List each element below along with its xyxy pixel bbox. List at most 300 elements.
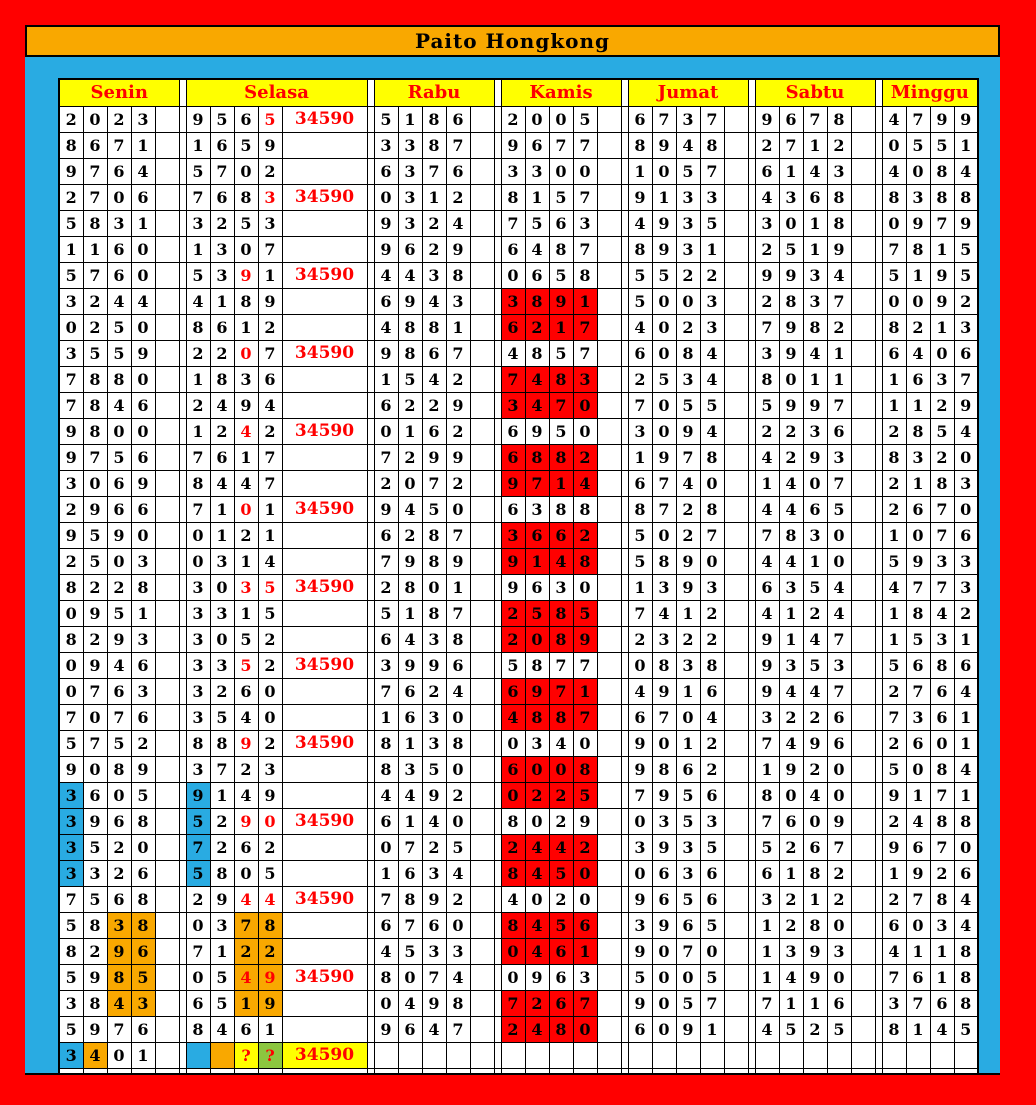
minggu-digit-cell: 6 <box>906 965 930 991</box>
spacer-cell <box>851 575 875 601</box>
jumat-digit-cell: 7 <box>652 497 676 523</box>
spacer-cell <box>597 1069 621 1076</box>
rabu-digit-cell: 7 <box>422 965 446 991</box>
rabu-digit-cell: 4 <box>422 809 446 835</box>
spacer-cell <box>851 965 875 991</box>
selasa-digit-cell: 7 <box>234 913 258 939</box>
rabu-digit-cell: 6 <box>398 705 422 731</box>
rabu-digit-cell: 8 <box>398 341 422 367</box>
kamis-digit-cell: 2 <box>549 783 573 809</box>
kamis-digit-cell: 7 <box>573 653 597 679</box>
jumat-digit-cell: 9 <box>628 731 652 757</box>
senin-digit-cell: 8 <box>107 757 131 783</box>
selasa-digit-cell: 7 <box>258 237 282 263</box>
jumat-digit-cell: 9 <box>676 1017 700 1043</box>
spacer-cell <box>470 471 494 497</box>
senin-digit-cell: 4 <box>83 1043 107 1069</box>
spacer-cell <box>470 445 494 471</box>
minggu-digit-cell: 8 <box>930 887 954 913</box>
gap-cell <box>748 159 755 185</box>
rabu-digit-cell: 7 <box>374 679 398 705</box>
jumat-digit-cell: 8 <box>700 133 724 159</box>
senin-digit-cell: 7 <box>59 367 83 393</box>
minggu-digit-cell: 4 <box>954 159 978 185</box>
minggu-digit-cell: 2 <box>882 419 906 445</box>
selasa-marker-cell: 34590 <box>282 1043 367 1069</box>
rabu-digit-cell: 9 <box>422 887 446 913</box>
minggu-digit-cell: 9 <box>930 289 954 315</box>
sabtu-digit-cell: 7 <box>803 107 827 133</box>
jumat-digit-cell: 8 <box>628 133 652 159</box>
selasa-digit-cell: 2 <box>234 757 258 783</box>
selasa-digit-cell: 3 <box>210 601 234 627</box>
spacer-cell <box>155 601 179 627</box>
rabu-digit-cell: 9 <box>374 237 398 263</box>
gap-cell <box>748 315 755 341</box>
sabtu-digit-cell <box>827 1069 851 1076</box>
sabtu-digit-cell: 2 <box>779 835 803 861</box>
spacer-cell <box>155 705 179 731</box>
senin-digit-cell: 1 <box>83 237 107 263</box>
selasa-digit-cell: 0 <box>210 627 234 653</box>
minggu-digit-cell: 5 <box>954 237 978 263</box>
kamis-digit-cell <box>573 1069 597 1076</box>
spacer-cell <box>470 419 494 445</box>
gap-cell <box>875 471 882 497</box>
gap-cell <box>621 263 628 289</box>
rabu-digit-cell: 0 <box>446 497 470 523</box>
spacer-cell <box>155 289 179 315</box>
jumat-digit-cell: 3 <box>700 575 724 601</box>
minggu-digit-cell: 1 <box>906 263 930 289</box>
minggu-digit-cell: 1 <box>930 965 954 991</box>
rabu-digit-cell <box>398 1043 422 1069</box>
gap-cell <box>875 757 882 783</box>
senin-digit-cell: 0 <box>131 835 155 861</box>
minggu-digit-cell: 3 <box>930 549 954 575</box>
kamis-digit-cell: 6 <box>573 913 597 939</box>
minggu-digit-cell <box>906 1069 930 1076</box>
kamis-digit-cell: 1 <box>525 549 549 575</box>
senin-digit-cell: 9 <box>83 809 107 835</box>
jumat-digit-cell: 8 <box>628 497 652 523</box>
rabu-digit-cell: 6 <box>398 1017 422 1043</box>
spacer-cell <box>851 991 875 1017</box>
gap-cell <box>748 653 755 679</box>
minggu-digit-cell: 1 <box>882 367 906 393</box>
gap-cell <box>367 211 374 237</box>
rabu-digit-cell: 2 <box>374 575 398 601</box>
sabtu-digit-cell: 1 <box>755 965 779 991</box>
spacer-cell <box>724 887 748 913</box>
selasa-marker-cell <box>282 159 367 185</box>
sabtu-digit-cell: 9 <box>779 315 803 341</box>
senin-digit-cell: 6 <box>131 497 155 523</box>
kamis-digit-cell: 7 <box>549 393 573 419</box>
spacer-cell <box>851 523 875 549</box>
jumat-digit-cell: 7 <box>652 471 676 497</box>
gap-cell <box>621 1069 628 1076</box>
spacer-cell <box>851 783 875 809</box>
jumat-digit-cell: 5 <box>700 913 724 939</box>
kamis-digit-cell: 4 <box>501 887 525 913</box>
rabu-digit-cell: 8 <box>422 107 446 133</box>
senin-digit-cell: 9 <box>83 497 107 523</box>
rabu-digit-cell: 6 <box>398 237 422 263</box>
title-bar <box>25 25 1000 57</box>
gap-cell <box>494 731 501 757</box>
senin-digit-cell: 9 <box>107 939 131 965</box>
rabu-digit-cell: 7 <box>374 445 398 471</box>
selasa-digit-cell: 7 <box>258 341 282 367</box>
kamis-digit-cell: 6 <box>501 237 525 263</box>
sabtu-digit-cell: 9 <box>755 679 779 705</box>
senin-digit-cell: 1 <box>131 211 155 237</box>
spacer-cell <box>851 757 875 783</box>
selasa-digit-cell: 5 <box>186 861 210 887</box>
kamis-digit-cell: 7 <box>549 679 573 705</box>
kamis-digit-cell: 6 <box>501 757 525 783</box>
senin-digit-cell: 4 <box>131 289 155 315</box>
gap-cell <box>621 211 628 237</box>
gap-cell <box>367 289 374 315</box>
gap-cell <box>621 627 628 653</box>
gap-cell <box>875 627 882 653</box>
spacer-cell <box>597 315 621 341</box>
selasa-digit-cell: 1 <box>186 367 210 393</box>
sabtu-digit-cell: 2 <box>755 237 779 263</box>
gap-cell <box>179 939 186 965</box>
kamis-digit-cell: 5 <box>501 653 525 679</box>
gap-cell <box>875 1043 882 1069</box>
gap-cell <box>621 159 628 185</box>
gap-cell <box>494 1043 501 1069</box>
gap-cell <box>367 393 374 419</box>
rabu-digit-cell: 4 <box>422 1017 446 1043</box>
senin-digit-cell: 9 <box>131 341 155 367</box>
gap-cell <box>748 601 755 627</box>
rabu-digit-cell: 5 <box>374 107 398 133</box>
spacer-cell <box>155 653 179 679</box>
rabu-digit-cell: 5 <box>446 835 470 861</box>
selasa-marker-cell <box>282 783 367 809</box>
senin-digit-cell: 2 <box>107 861 131 887</box>
selasa-digit-cell: 5 <box>210 991 234 1017</box>
minggu-digit-cell: 1 <box>954 133 978 159</box>
sabtu-digit-cell: 6 <box>803 835 827 861</box>
table-row <box>59 887 978 913</box>
jumat-digit-cell: 7 <box>676 445 700 471</box>
selasa-digit-cell: 2 <box>186 887 210 913</box>
gap-cell <box>621 991 628 1017</box>
spacer-cell <box>597 835 621 861</box>
gap-cell <box>367 133 374 159</box>
senin-digit-cell: 3 <box>59 783 83 809</box>
rabu-digit-cell: 0 <box>374 419 398 445</box>
spacer-cell <box>724 913 748 939</box>
table-row <box>59 185 978 211</box>
jumat-digit-cell: 1 <box>652 185 676 211</box>
minggu-digit-cell: 1 <box>930 237 954 263</box>
selasa-digit-cell <box>186 1043 210 1069</box>
selasa-digit-cell: 3 <box>258 185 282 211</box>
selasa-digit-cell: 1 <box>258 1017 282 1043</box>
jumat-digit-cell: 6 <box>700 887 724 913</box>
selasa-digit-cell: 2 <box>258 419 282 445</box>
spacer-cell <box>851 1043 875 1069</box>
selasa-digit-cell: 4 <box>234 965 258 991</box>
kamis-digit-cell: 9 <box>501 471 525 497</box>
kamis-digit-cell: 7 <box>573 315 597 341</box>
gap-cell <box>621 835 628 861</box>
selasa-digit-cell: 0 <box>234 497 258 523</box>
minggu-digit-cell: 7 <box>906 575 930 601</box>
selasa-digit-cell: 2 <box>186 393 210 419</box>
gap-cell <box>748 965 755 991</box>
selasa-digit-cell: 9 <box>234 809 258 835</box>
gap-cell <box>748 497 755 523</box>
selasa-marker-cell: 34590 <box>282 887 367 913</box>
kamis-digit-cell: 3 <box>501 393 525 419</box>
sabtu-digit-cell: 2 <box>827 133 851 159</box>
selasa-digit-cell: 0 <box>186 913 210 939</box>
jumat-digit-cell: 9 <box>652 211 676 237</box>
minggu-digit-cell: 8 <box>906 601 930 627</box>
senin-digit-cell: 9 <box>131 757 155 783</box>
selasa-digit-cell: 1 <box>210 497 234 523</box>
gap-cell <box>179 705 186 731</box>
sabtu-digit-cell: 1 <box>755 471 779 497</box>
sabtu-digit-cell: 4 <box>827 263 851 289</box>
gap-cell <box>367 159 374 185</box>
spacer-cell <box>155 1069 179 1076</box>
gap-cell <box>367 1069 374 1076</box>
minggu-digit-cell: 7 <box>906 887 930 913</box>
gap-cell <box>367 991 374 1017</box>
senin-digit-cell: 9 <box>107 523 131 549</box>
senin-digit-cell: 0 <box>59 653 83 679</box>
gap-cell <box>179 1043 186 1069</box>
spacer-cell <box>470 315 494 341</box>
jumat-digit-cell: 6 <box>628 341 652 367</box>
day-header-sabtu: Sabtu <box>755 79 875 107</box>
jumat-digit-cell <box>652 1069 676 1076</box>
jumat-digit-cell: 6 <box>676 913 700 939</box>
senin-digit-cell: 9 <box>59 445 83 471</box>
sabtu-digit-cell: 1 <box>827 341 851 367</box>
gap-cell <box>179 341 186 367</box>
spacer-cell <box>470 367 494 393</box>
gap-cell <box>875 1069 882 1076</box>
kamis-digit-cell <box>501 1043 525 1069</box>
kamis-digit-cell: 8 <box>525 341 549 367</box>
selasa-digit-cell: 8 <box>258 913 282 939</box>
gap-cell <box>748 1069 755 1076</box>
selasa-marker-cell: 34590 <box>282 419 367 445</box>
rabu-digit-cell: 7 <box>374 887 398 913</box>
rabu-digit-cell: 3 <box>374 133 398 159</box>
selasa-digit-cell: 4 <box>210 471 234 497</box>
jumat-digit-cell: 0 <box>652 419 676 445</box>
senin-digit-cell: 3 <box>131 679 155 705</box>
senin-digit-cell: 0 <box>131 367 155 393</box>
gap-cell <box>179 679 186 705</box>
jumat-digit-cell <box>700 1043 724 1069</box>
jumat-digit-cell: 1 <box>676 601 700 627</box>
senin-digit-cell: 5 <box>83 835 107 861</box>
spacer-cell <box>597 523 621 549</box>
selasa-digit-cell: 6 <box>258 367 282 393</box>
rabu-digit-cell: 2 <box>446 185 470 211</box>
kamis-digit-cell: 3 <box>549 575 573 601</box>
paito-table <box>58 78 979 1075</box>
senin-digit-cell: 2 <box>59 107 83 133</box>
jumat-digit-cell: 8 <box>676 341 700 367</box>
rabu-digit-cell: 3 <box>446 939 470 965</box>
rabu-digit-cell: 8 <box>374 731 398 757</box>
kamis-digit-cell: 2 <box>573 835 597 861</box>
senin-digit-cell: 6 <box>107 809 131 835</box>
kamis-digit-cell: 9 <box>573 627 597 653</box>
selasa-digit-cell: 7 <box>258 445 282 471</box>
minggu-digit-cell: 0 <box>954 497 978 523</box>
senin-digit-cell: 9 <box>83 653 107 679</box>
gap-cell <box>179 133 186 159</box>
kamis-digit-cell: 6 <box>525 575 549 601</box>
minggu-digit-cell: 6 <box>954 861 978 887</box>
minggu-digit-cell: 6 <box>906 731 930 757</box>
senin-digit-cell: 6 <box>83 783 107 809</box>
rabu-digit-cell: 2 <box>446 419 470 445</box>
gap-cell <box>621 315 628 341</box>
rabu-digit-cell: 8 <box>422 133 446 159</box>
jumat-digit-cell: 3 <box>676 835 700 861</box>
spacer-cell <box>851 653 875 679</box>
rabu-digit-cell: 2 <box>422 393 446 419</box>
gap-cell <box>748 289 755 315</box>
spacer-cell <box>155 133 179 159</box>
kamis-digit-cell: 3 <box>525 731 549 757</box>
jumat-digit-cell: 5 <box>628 263 652 289</box>
spacer-cell <box>597 471 621 497</box>
sabtu-digit-cell: 5 <box>779 1017 803 1043</box>
rabu-digit-cell: 9 <box>446 393 470 419</box>
spacer-cell <box>597 887 621 913</box>
kamis-digit-cell: 7 <box>525 471 549 497</box>
rabu-digit-cell: 6 <box>446 653 470 679</box>
senin-digit-cell: 4 <box>107 991 131 1017</box>
selasa-digit-cell: 9 <box>186 783 210 809</box>
jumat-digit-cell <box>628 1069 652 1076</box>
sabtu-digit-cell: 4 <box>755 445 779 471</box>
senin-digit-cell: 2 <box>131 731 155 757</box>
selasa-marker-cell <box>282 679 367 705</box>
selasa-digit-cell: 8 <box>234 289 258 315</box>
senin-digit-cell: 9 <box>59 757 83 783</box>
kamis-digit-cell: 8 <box>525 653 549 679</box>
selasa-digit-cell: 2 <box>210 341 234 367</box>
senin-digit-cell: 0 <box>107 783 131 809</box>
kamis-digit-cell <box>525 1043 549 1069</box>
rabu-digit-cell: 7 <box>446 1017 470 1043</box>
jumat-digit-cell: 2 <box>676 627 700 653</box>
rabu-digit-cell: 4 <box>374 263 398 289</box>
minggu-digit-cell: 7 <box>930 523 954 549</box>
jumat-digit-cell: 6 <box>676 757 700 783</box>
sabtu-digit-cell: 9 <box>803 445 827 471</box>
kamis-digit-cell: 8 <box>525 705 549 731</box>
spacer-cell <box>724 965 748 991</box>
selasa-digit-cell: 5 <box>210 965 234 991</box>
spacer-cell <box>724 757 748 783</box>
rabu-digit-cell: 2 <box>422 211 446 237</box>
senin-digit-cell: 5 <box>107 315 131 341</box>
gap-cell <box>748 835 755 861</box>
day-header-rabu: Rabu <box>374 79 494 107</box>
minggu-digit-cell: 4 <box>954 419 978 445</box>
gap-cell <box>748 731 755 757</box>
senin-digit-cell: 9 <box>107 627 131 653</box>
spacer-cell <box>155 159 179 185</box>
kamis-digit-cell: 6 <box>501 497 525 523</box>
spacer-cell <box>724 549 748 575</box>
minggu-digit-cell: 0 <box>906 757 930 783</box>
rabu-digit-cell: 1 <box>374 367 398 393</box>
minggu-digit-cell: 8 <box>954 991 978 1017</box>
sabtu-digit-cell: 7 <box>755 523 779 549</box>
selasa-digit-cell: 9 <box>258 965 282 991</box>
kamis-digit-cell: 0 <box>525 887 549 913</box>
senin-digit-cell: 2 <box>59 185 83 211</box>
senin-digit-cell: 9 <box>83 601 107 627</box>
jumat-digit-cell: 3 <box>676 185 700 211</box>
rabu-digit-cell: 2 <box>398 393 422 419</box>
gap-cell <box>621 523 628 549</box>
selasa-digit-cell: 2 <box>210 835 234 861</box>
gap-cell <box>621 965 628 991</box>
gap-cell <box>494 757 501 783</box>
kamis-digit-cell: 8 <box>549 497 573 523</box>
kamis-digit-cell: 5 <box>549 419 573 445</box>
sabtu-digit-cell: 0 <box>803 809 827 835</box>
minggu-digit-cell: 7 <box>906 107 930 133</box>
rabu-digit-cell: 0 <box>374 991 398 1017</box>
gap-cell <box>748 237 755 263</box>
jumat-digit-cell: 7 <box>652 107 676 133</box>
kamis-digit-cell: 5 <box>525 601 549 627</box>
rabu-digit-cell: 1 <box>446 575 470 601</box>
gap-cell <box>179 965 186 991</box>
spacer-cell <box>597 913 621 939</box>
gap-cell <box>367 445 374 471</box>
selasa-digit-cell: 2 <box>210 809 234 835</box>
minggu-digit-cell: 6 <box>906 497 930 523</box>
sabtu-digit-cell: 4 <box>779 549 803 575</box>
jumat-digit-cell: 8 <box>700 497 724 523</box>
gap-cell <box>875 159 882 185</box>
senin-digit-cell: 1 <box>59 237 83 263</box>
jumat-digit-cell: 0 <box>628 809 652 835</box>
jumat-digit-cell: 5 <box>700 211 724 237</box>
sabtu-digit-cell: 4 <box>779 731 803 757</box>
rabu-digit-cell: 7 <box>446 523 470 549</box>
kamis-digit-cell: 0 <box>549 159 573 185</box>
gap-cell <box>875 107 882 133</box>
sabtu-digit-cell: 5 <box>803 653 827 679</box>
gap-cell <box>621 757 628 783</box>
minggu-digit-cell: 6 <box>930 679 954 705</box>
table-row <box>59 445 978 471</box>
